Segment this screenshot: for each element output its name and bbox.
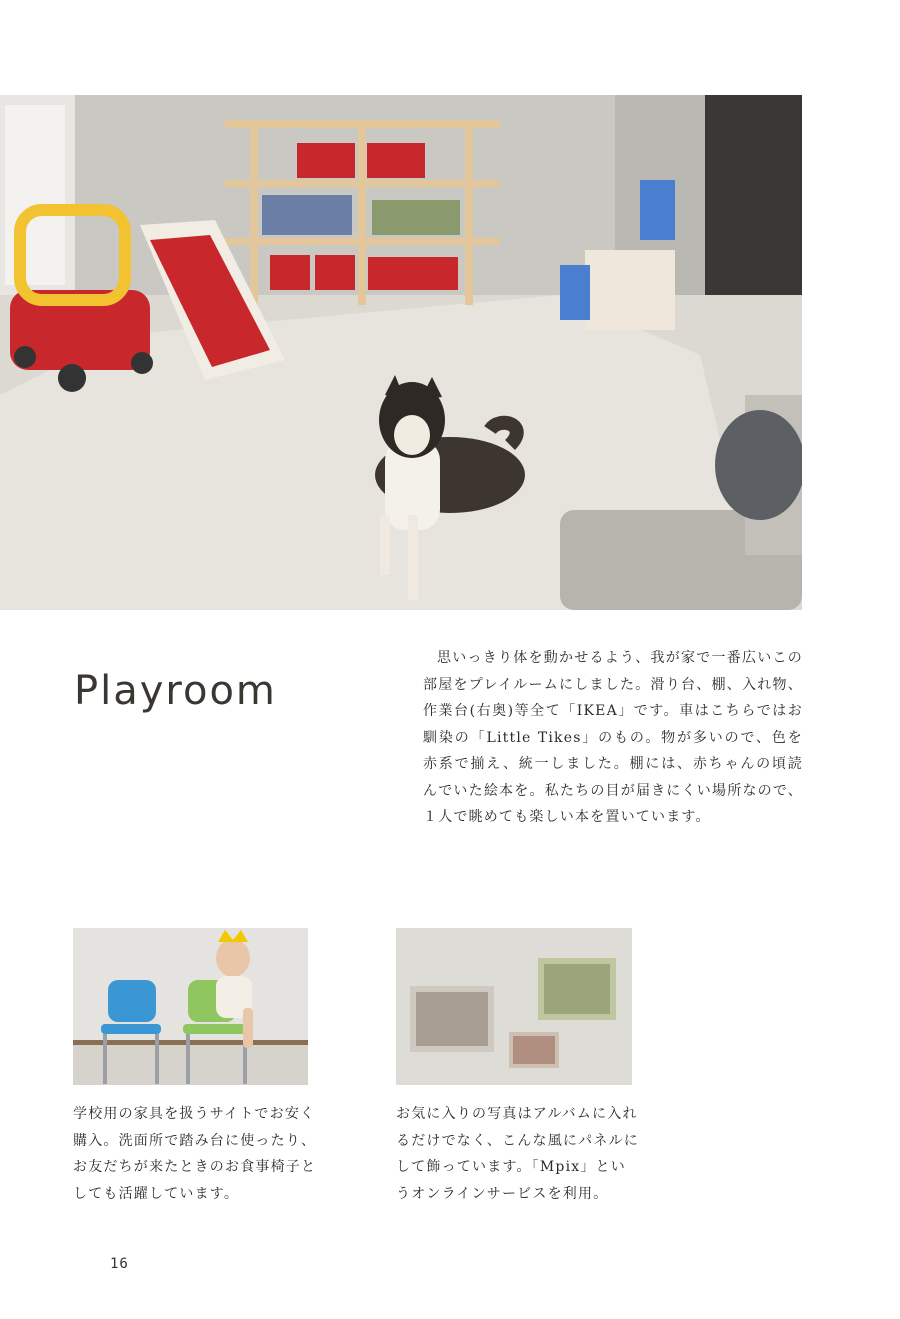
caption-chairs: 学校用の家具を扱うサイトでお安く購入。洗面所で踏み台に使ったり、お友だちが来たときのお食事椅子としても活躍しています。 (73, 1106, 317, 1202)
caption-panels: お気に入りの写真はアルバムに入れるだけでなく、こんな風にパネルにして飾っています。「Mpix」というオンラインサービスを利用。 (396, 1106, 639, 1202)
wall-panels-photo (396, 928, 632, 1085)
chairs-photo (73, 928, 308, 1085)
hero-photo (0, 95, 802, 610)
page-title (74, 668, 277, 714)
page-number: 16 (110, 1256, 129, 1272)
body-paragraph: 思いっきり体を動かせるよう、我が家で一番広いこの部屋をプレイルームにしました。滑り台、棚、入れ物、作業台(右奥)等全て「IKEA」です。車はこちらではお馴染の「Little Tikes」のもの。物が多いので、色を赤系で揃え、統一しました。棚には、赤ちゃんの頃読んでいた絵本を。私たちの目が届きにくい場所なので、１人で眺めても楽しい本を置いています。 (423, 650, 803, 825)
page-title-text: Playroom (74, 668, 277, 714)
